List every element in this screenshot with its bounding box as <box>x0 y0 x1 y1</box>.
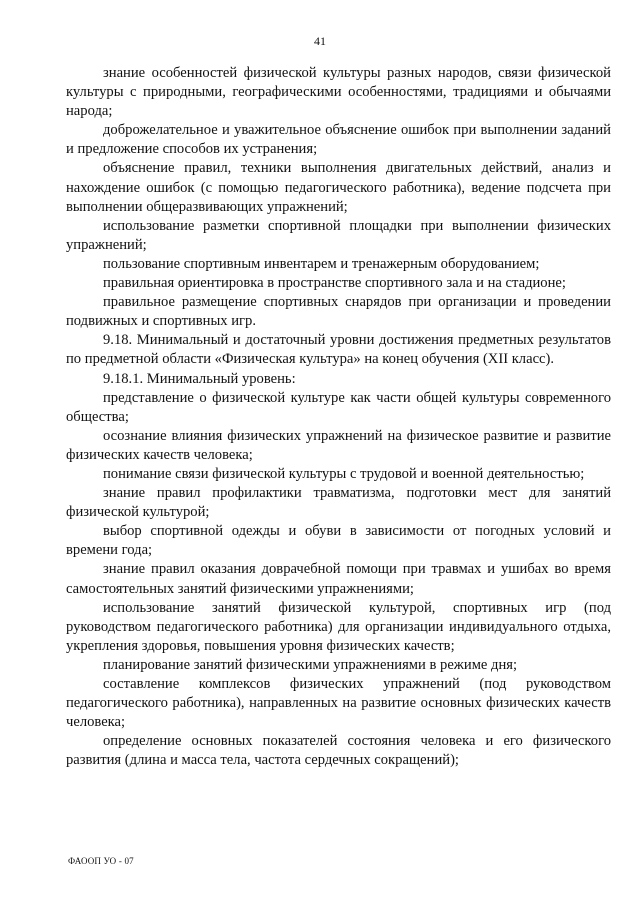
page-number: 41 <box>314 34 326 48</box>
paragraph: объяснение правил, техники выполнения двигательных действий, анализ и нахождение ошибок (с помощью педагогического работника), ведение подсчета при выполнении общеразвивающих упражнений; <box>66 160 611 215</box>
paragraph: выбор спортивной одежды и обуви в зависимости от погодных условий и времени года; <box>66 523 611 559</box>
paragraph: представление о физической культуре как части общей культуры современного общества; <box>66 389 611 425</box>
paragraph: доброжелательное и уважительное объяснение ошибок при выполнении заданий и предложение способов их устранения; <box>66 122 611 158</box>
paragraph: составление комплексов физических упражнений (под руководством педагогического работника), направленных на развитие основных физических качеств человека; <box>66 676 611 731</box>
paragraph: использование занятий физической культурой, спортивных игр (под руководством педагогического работника) для организации индивидуального отдыха, укрепления здоровья, повышения уровня физических качеств; <box>66 599 611 654</box>
paragraph: знание правил оказания доврачебной помощи при травмах и ушибах во время самостоятельных занятий физическими упражнениями; <box>66 561 611 597</box>
document-body <box>66 64 611 770</box>
paragraph: понимание связи физической культуры с трудовой и военной деятельностью; <box>103 465 585 482</box>
subsection-heading: 9.18.1. Минимальный уровень: <box>103 370 296 387</box>
paragraph: планирование занятий физическими упражнениями в режиме дня; <box>103 656 518 673</box>
paragraph: пользование спортивным инвентарем и тренажерным оборудованием; <box>103 255 540 272</box>
paragraph: определение основных показателей состояния человека и его физического развития (длина и масса тела, частота сердечных сокращений); <box>66 733 611 769</box>
document-code-footer: ФАООП УО - 07 <box>68 856 134 866</box>
paragraph: знание особенностей физической культуры разных народов, связи физической культуры с природными, географическими особенностями, традициями и обычаями народа; <box>66 65 611 120</box>
paragraph: правильное размещение спортивных снарядов при организации и проведении подвижных и спортивных игр. <box>66 294 611 330</box>
paragraph: осознание влияния физических упражнений на физическое развитие и развитие физических качеств человека; <box>66 427 611 463</box>
paragraph: знание правил профилактики травматизма, подготовки мест для занятий физической культурой; <box>66 485 611 521</box>
paragraph: использование разметки спортивной площадки при выполнении физических упражнений; <box>66 217 611 253</box>
section-heading: 9.18. Минимальный и достаточный уровни достижения предметных результатов по предметной области «Физическая культура» на конец обучения (XII класс). <box>66 332 611 368</box>
paragraph: правильная ориентировка в пространстве спортивного зала и на стадионе; <box>103 275 566 292</box>
